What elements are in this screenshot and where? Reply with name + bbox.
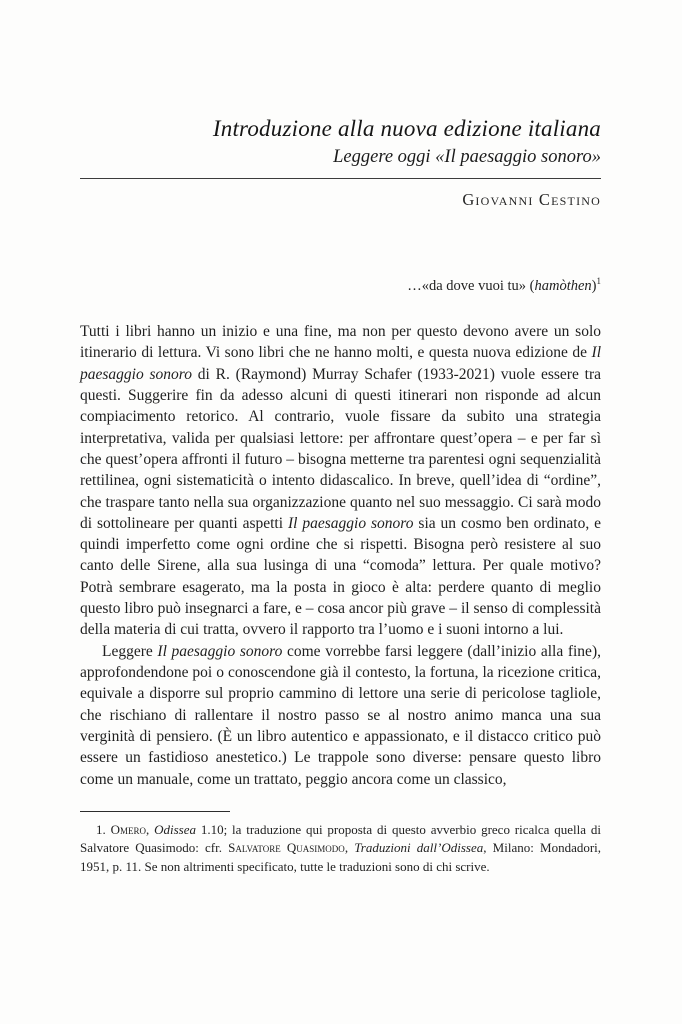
chapter-title: Introduzione alla nuova edizione italiana: [212, 116, 601, 141]
author-name: Giovanni Cestino: [462, 190, 601, 209]
paragraph-1: Tutti i libri hanno un inizio e una fine, ma non per questo devono avere un solo itinerario di lettura. Vi sono libri che ne hanno molti, e questa nuova edizione de Il paesaggio sonoro di R. (Raymond) Murray Schafer (1933-2021) vuole essere tra questi. Suggerire fin da adesso alcuni di questi itinerari non risponde ad alcun compiacimento retorico. Al contrario, vuole fissare da subito una strategia interpretativa, valida per qualsiasi lettore: per affrontare quest’opera – e per far sì che quest’opera affronti il futuro – bisogna metterne tra parentesi ogni sequenzialità rettilinea, ogni sistematicità o intento didascalico. In breve, quell’idea di “ordine”, che traspare tanto nella sua organizzazione quanto nel suo messaggio. Ci sarà modo di sottolineare per quanti aspetti Il paesaggio sonoro sia un cosmo ben ordinato, e quindi imperfetto come ogni ordine che si rispetti. Bisogna però resistere al suo canto delle Sirene, alla sua lusinga di una “comoda” lettura. Per quale motivo? Potrà sembrare esagerato, ma la posta in gioco è alta: perdere quanto di meglio questo libro può insegnarci a fare, e – cosa ancor più grave – il senso di complessità della materia di cui tratta, ovvero il rapporto tra l’uomo e i suoni intorno a lui.: [80, 323, 601, 639]
heading-divider: [80, 178, 601, 179]
chapter-subtitle: Leggere oggi «Il paesaggio sonoro»: [333, 147, 601, 167]
footnote-area: [80, 811, 601, 876]
footnote-divider: [80, 811, 230, 812]
paragraph-2: Leggere Il paesaggio sonoro come vorrebbe farsi leggere (dall’inizio alla fine), approfondendone poi o conoscendone già il contesto, la fortuna, la ricezione critica, equivale a disporre sul proprio cammino di lettore una serie di pericolose tagliole, che rischiano di rallentare il nostro passo se al nostro animo manca una sua verginità di pensiero. (È un libro autentico e appassionato, e il distacco critico può essere un fastidioso anestetico.) Le trappole sono diverse: pensare questo libro come un manuale, come un trattato, peggio ancora come un classico,: [80, 642, 601, 788]
footnote-text: 1. Omero, Odissea 1.10; la traduzione qui proposta di questo avverbio greco ricalca quella di Salvatore Quasimodo: cfr. Salvatore Quasimodo, Traduzioni dall’Odissea, Milano: Mondadori, 1951, p. 11. Se non altrimenti specificato, tutte le traduzioni sono di chi scrive.: [80, 821, 602, 874]
epigraph: …«da dove vuoi tu» (hamòthen)$^1$: [407, 276, 601, 294]
body-text: [80, 321, 601, 790]
chapter-heading: [80, 116, 601, 210]
